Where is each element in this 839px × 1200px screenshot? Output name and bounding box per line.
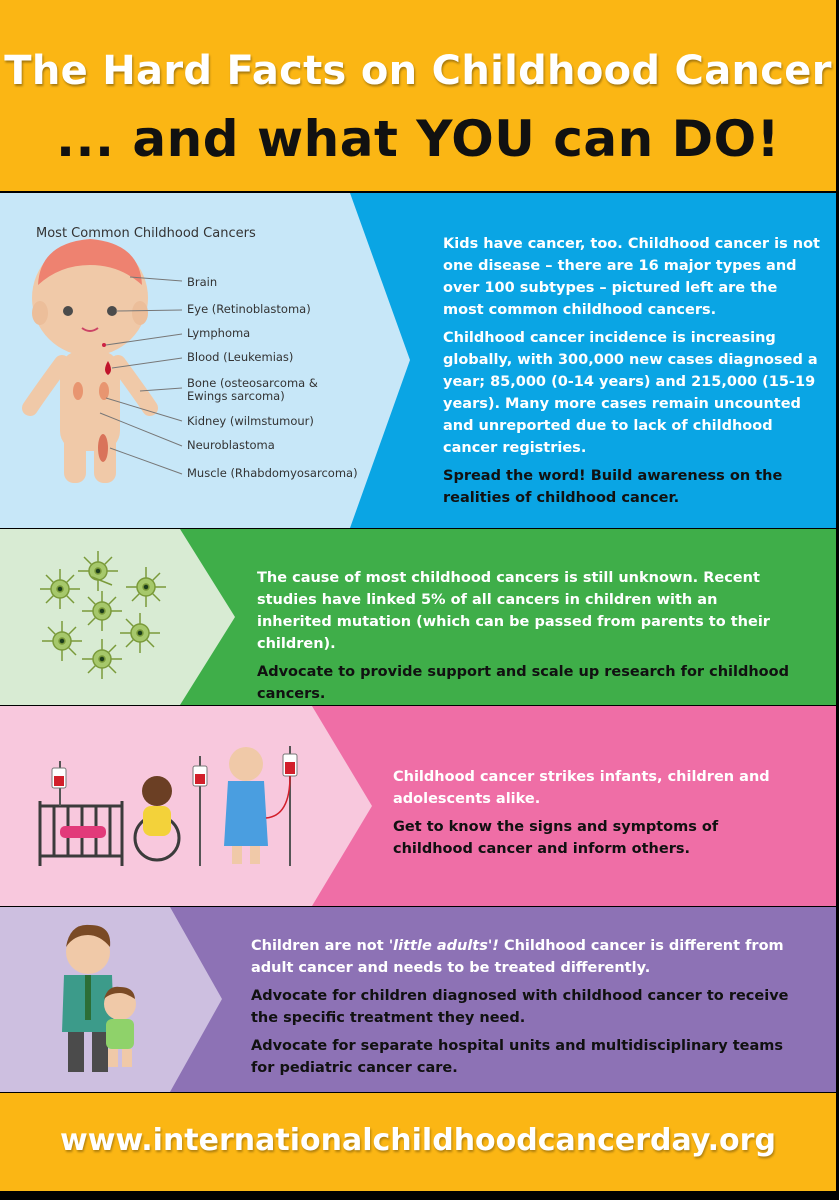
cancer-types-caption: Most Common Childhood Cancers <box>36 226 256 241</box>
section-1-paragraph-2: Childhood cancer incidence is increasing globally, with 300,000 new cases diagnosed a year; 85,000 (0-14 years) and 215,000 (15-19 years). Many more cases remain uncounted and unreported due to lack of childhood cancer registries. <box>443 330 818 456</box>
title-line-1: The Hard Facts on Childhood Cancer <box>4 48 832 94</box>
label-kidney: Kidney (wilmstumour) <box>187 414 314 428</box>
section-4-text <box>251 935 811 1085</box>
label-brain: Brain <box>187 275 218 289</box>
section-4-paragraph-1 <box>251 935 811 979</box>
section-2-call-to-action: Advocate to provide support and scale up research for childhood cancers. <box>257 664 789 702</box>
label-blood: Blood (Leukemias) <box>187 350 294 364</box>
section-cancer-types <box>0 193 836 528</box>
section-3-paragraph-1: Childhood cancer strikes infants, children and adolescents alike. <box>393 769 770 807</box>
section-1-text <box>443 233 821 515</box>
section-4-call-to-action-1: Advocate for children diagnosed with childhood cancer to receive the specific treatment they need. <box>251 988 789 1026</box>
section-causes <box>0 529 836 705</box>
section-2-paragraph-1: The cause of most childhood cancers is still unknown. Recent studies have linked 5% of all cancers in children with an inherited mutation (which can be passed from parents to their children). <box>257 570 770 652</box>
section-who-is-affected <box>0 706 836 906</box>
label-muscle: Muscle (Rhabdomyosarcoma) <box>187 466 358 480</box>
section-4-emphasis: 'little adults'! <box>388 938 499 954</box>
section-3-text <box>393 766 803 866</box>
section-1-call-to-action: Spread the word! Build awareness on the realities of childhood cancer. <box>443 468 783 506</box>
website-url[interactable]: www.internationalchildhoodcancerday.org <box>60 1123 776 1158</box>
section-4-paragraph-1-pre: Children are not <box>251 938 389 954</box>
section-2-text <box>257 567 797 705</box>
label-bone-2: Ewings sarcoma) <box>187 389 285 403</box>
section-not-little-adults <box>0 907 836 1092</box>
title-line-2: ... and what YOU can DO! <box>56 110 780 168</box>
section-4-paragraph-1-post: Childhood cancer is different from adult cancer and needs to be treated differently. <box>251 938 784 976</box>
section-1-paragraph-1: Kids have cancer, too. Childhood cancer is not one disease – there are 16 major types and over 100 subtypes – pictured left are the most common childhood cancers. <box>443 236 820 318</box>
label-lymphoma: Lymphoma <box>187 326 251 340</box>
section-4-call-to-action-2: Advocate for separate hospital units and multidisciplinary teams for pediatric cancer care. <box>251 1038 784 1076</box>
section-3-call-to-action: Get to know the signs and symptoms of childhood cancer and inform others. <box>393 819 719 857</box>
label-eye: Eye (Retinoblastoma) <box>187 302 311 316</box>
label-neuroblastoma: Neuroblastoma <box>187 438 275 452</box>
label-bone: Bone (osteosarcoma & <box>187 376 318 390</box>
